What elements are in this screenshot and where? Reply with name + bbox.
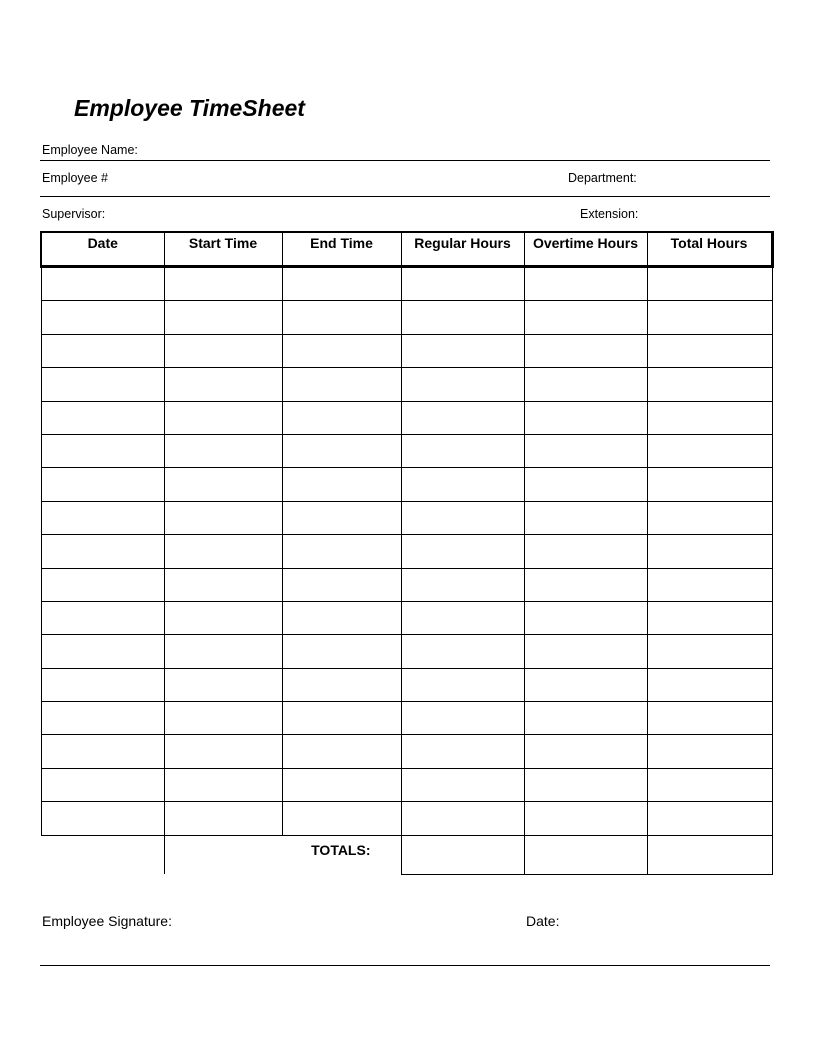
regular-hours-cell[interactable] <box>401 568 524 601</box>
regular-hours-cell[interactable] <box>401 301 524 334</box>
total-hours-cell[interactable] <box>647 368 772 401</box>
totals-total-hours-cell[interactable] <box>647 835 772 874</box>
overtime-hours-cell[interactable] <box>524 468 647 501</box>
table-row <box>41 802 772 835</box>
date-cell[interactable] <box>41 668 164 701</box>
date-cell[interactable] <box>41 568 164 601</box>
table-header-row <box>41 232 772 267</box>
start-time-cell[interactable] <box>164 568 282 601</box>
table-row <box>41 401 772 434</box>
total-hours-cell[interactable] <box>647 568 772 601</box>
start-time-cell[interactable] <box>164 401 282 434</box>
start-time-cell[interactable] <box>164 334 282 367</box>
date-cell[interactable] <box>41 334 164 367</box>
regular-hours-cell[interactable] <box>401 601 524 634</box>
total-hours-cell[interactable] <box>647 535 772 568</box>
end-time-cell[interactable] <box>282 735 401 768</box>
table-row <box>41 768 772 801</box>
timesheet-table <box>40 231 774 875</box>
department-label: Department: <box>568 171 637 185</box>
column-header-regular-hours: Regular Hours <box>401 232 524 267</box>
regular-hours-cell[interactable] <box>401 401 524 434</box>
end-time-cell[interactable] <box>282 301 401 334</box>
column-header-end-time: End Time <box>282 232 401 267</box>
start-time-cell[interactable] <box>164 468 282 501</box>
start-time-cell[interactable] <box>164 434 282 467</box>
total-hours-cell[interactable] <box>647 501 772 534</box>
start-time-cell[interactable] <box>164 301 282 334</box>
end-time-cell[interactable] <box>282 334 401 367</box>
regular-hours-cell[interactable] <box>401 267 524 301</box>
table-row <box>41 434 772 467</box>
totals-row <box>41 835 772 874</box>
date-cell[interactable] <box>41 802 164 835</box>
total-hours-cell[interactable] <box>647 635 772 668</box>
start-time-cell[interactable] <box>164 635 282 668</box>
start-time-cell[interactable] <box>164 702 282 735</box>
start-time-cell[interactable] <box>164 668 282 701</box>
employee-number-label: Employee # <box>42 171 109 185</box>
end-time-cell[interactable] <box>282 368 401 401</box>
column-header-start-time: Start Time <box>164 232 282 267</box>
date-cell[interactable] <box>41 368 164 401</box>
overtime-hours-cell[interactable] <box>524 601 647 634</box>
end-time-cell[interactable] <box>282 468 401 501</box>
table-row <box>41 601 772 634</box>
overtime-hours-cell[interactable] <box>524 768 647 801</box>
date-cell[interactable] <box>41 434 164 467</box>
employee-number-line[interactable] <box>40 196 770 197</box>
start-time-cell[interactable] <box>164 768 282 801</box>
end-time-cell[interactable] <box>282 635 401 668</box>
overtime-hours-cell[interactable] <box>524 401 647 434</box>
date-cell[interactable] <box>41 401 164 434</box>
date-cell[interactable] <box>41 635 164 668</box>
total-hours-cell[interactable] <box>647 434 772 467</box>
date-cell[interactable] <box>41 501 164 534</box>
table-row <box>41 368 772 401</box>
total-hours-cell[interactable] <box>647 301 772 334</box>
overtime-hours-cell[interactable] <box>524 802 647 835</box>
table-row <box>41 501 772 534</box>
overtime-hours-cell[interactable] <box>524 334 647 367</box>
totals-regular-hours-cell[interactable] <box>401 835 524 874</box>
signature-line[interactable] <box>40 965 770 966</box>
regular-hours-cell[interactable] <box>401 635 524 668</box>
overtime-hours-cell[interactable] <box>524 267 647 301</box>
total-hours-cell[interactable] <box>647 401 772 434</box>
extension-label: Extension: <box>580 207 639 221</box>
table-row <box>41 468 772 501</box>
table-row <box>41 635 772 668</box>
regular-hours-cell[interactable] <box>401 802 524 835</box>
overtime-hours-cell[interactable] <box>524 434 647 467</box>
total-hours-cell[interactable] <box>647 267 772 301</box>
end-time-cell[interactable] <box>282 768 401 801</box>
signature-date-label: Date: <box>526 913 560 929</box>
employee-name-line[interactable] <box>40 160 770 161</box>
date-cell[interactable] <box>41 301 164 334</box>
end-time-cell[interactable] <box>282 601 401 634</box>
table-row <box>41 702 772 735</box>
end-time-cell[interactable] <box>282 267 401 301</box>
totals-label: TOTALS: <box>311 841 371 858</box>
date-cell[interactable] <box>41 535 164 568</box>
date-cell[interactable] <box>41 702 164 735</box>
total-hours-cell[interactable] <box>647 802 772 835</box>
end-time-cell[interactable] <box>282 668 401 701</box>
overtime-hours-cell[interactable] <box>524 568 647 601</box>
start-time-cell[interactable] <box>164 501 282 534</box>
total-hours-cell[interactable] <box>647 668 772 701</box>
end-time-cell[interactable] <box>282 568 401 601</box>
overtime-hours-cell[interactable] <box>524 635 647 668</box>
start-time-cell[interactable] <box>164 535 282 568</box>
overtime-hours-cell[interactable] <box>524 735 647 768</box>
table-row <box>41 568 772 601</box>
date-cell[interactable] <box>41 468 164 501</box>
end-time-cell[interactable] <box>282 401 401 434</box>
total-hours-cell[interactable] <box>647 468 772 501</box>
table-row <box>41 334 772 367</box>
start-time-cell[interactable] <box>164 735 282 768</box>
regular-hours-cell[interactable] <box>401 702 524 735</box>
employee-signature-label: Employee Signature: <box>42 913 172 929</box>
overtime-hours-cell[interactable] <box>524 668 647 701</box>
totals-overtime-hours-cell[interactable] <box>524 835 647 874</box>
end-time-cell[interactable] <box>282 434 401 467</box>
start-time-cell[interactable] <box>164 267 282 301</box>
table-row <box>41 535 772 568</box>
date-cell[interactable] <box>41 735 164 768</box>
overtime-hours-cell[interactable] <box>524 301 647 334</box>
regular-hours-cell[interactable] <box>401 468 524 501</box>
overtime-hours-cell[interactable] <box>524 535 647 568</box>
total-hours-cell[interactable] <box>647 601 772 634</box>
table-row <box>41 301 772 334</box>
end-time-cell[interactable] <box>282 802 401 835</box>
regular-hours-cell[interactable] <box>401 434 524 467</box>
end-time-cell[interactable] <box>282 535 401 568</box>
column-header-date: Date <box>41 232 164 267</box>
table-row <box>41 267 772 301</box>
regular-hours-cell[interactable] <box>401 668 524 701</box>
total-hours-cell[interactable] <box>647 334 772 367</box>
regular-hours-cell[interactable] <box>401 334 524 367</box>
total-hours-cell[interactable] <box>647 735 772 768</box>
date-cell[interactable] <box>41 601 164 634</box>
overtime-hours-cell[interactable] <box>524 501 647 534</box>
total-hours-cell[interactable] <box>647 702 772 735</box>
table-row <box>41 668 772 701</box>
overtime-hours-cell[interactable] <box>524 368 647 401</box>
column-header-overtime-hours: Overtime Hours <box>524 232 647 267</box>
supervisor-label: Supervisor: <box>42 207 106 221</box>
start-time-cell[interactable] <box>164 802 282 835</box>
total-hours-cell[interactable] <box>647 768 772 801</box>
end-time-cell[interactable] <box>282 702 401 735</box>
regular-hours-cell[interactable] <box>401 368 524 401</box>
regular-hours-cell[interactable] <box>401 768 524 801</box>
regular-hours-cell[interactable] <box>401 735 524 768</box>
form-title: Employee TimeSheet <box>74 95 305 121</box>
end-time-cell[interactable] <box>282 501 401 534</box>
regular-hours-cell[interactable] <box>401 535 524 568</box>
overtime-hours-cell[interactable] <box>524 702 647 735</box>
date-cell[interactable] <box>41 267 164 301</box>
table-row <box>41 735 772 768</box>
column-header-total-hours: Total Hours <box>647 232 772 267</box>
employee-name-label: Employee Name: <box>42 143 138 157</box>
date-cell[interactable] <box>41 768 164 801</box>
start-time-cell[interactable] <box>164 601 282 634</box>
start-time-cell[interactable] <box>164 368 282 401</box>
regular-hours-cell[interactable] <box>401 501 524 534</box>
